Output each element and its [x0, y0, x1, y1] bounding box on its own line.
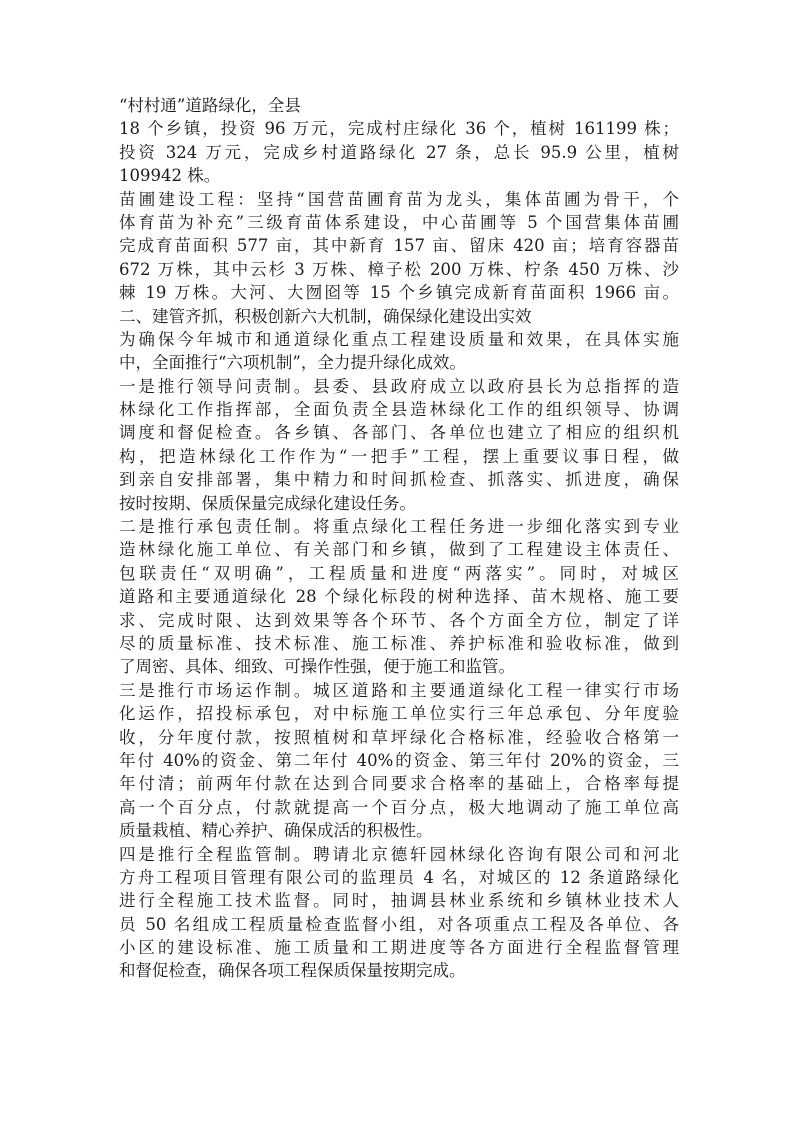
text-line: 进行全程施工技术监督。同时，抽调县林业系统和乡镇林业技术人	[119, 891, 679, 911]
text-line: 三是推行市场运作制。城区道路和主要通道绿化工程一律实行市场	[119, 680, 679, 700]
text-line: 高一个百分点，付款就提高一个百分点，极大地调动了施工单位高	[119, 797, 679, 817]
text-line: 到亲自安排部署，集中精力和时间抓检查、抓落实、抓进度，确保	[119, 470, 679, 490]
text-line: 方舟工程项目管理有限公司的监理员 4 名，对城区的 12 条道路绿化	[119, 867, 679, 887]
section-heading: 二、建管齐抓，积极创新六大机制，确保绿化建设出实效	[119, 306, 532, 326]
text-line: 和督促检查，确保各项工程保质保量按期完成。	[119, 961, 466, 981]
text-line: 造林绿化施工单位、有关部门和乡镇，做到了工程建设主体责任、	[119, 540, 679, 560]
text-line: 尽的质量标准、技术标准、施工标准、养护标准和验收标准，做到	[119, 633, 679, 653]
text-line: 化运作，招投标承包，对中标施工单位实行三年总承包、分年度验	[119, 704, 679, 724]
document-body	[119, 94, 679, 983]
text-line: 小区的建设标准、施工质量和工期进度等各方面进行全程监督管理	[119, 938, 679, 958]
text-line: 年付 40%的资金、第二年付 40%的资金、第三年付 20%的资金，三	[119, 750, 679, 770]
text-line: 中，全面推行“六项机制”，全力提升绿化成效。	[119, 353, 466, 373]
text-line: 员 50 名组成工程质量检查监督小组，对各项重点工程及各单位、各	[119, 914, 679, 934]
text-line: 道路和主要通道绿化 28 个绿化标段的树种选择、苗木规格、施工要	[119, 587, 679, 607]
text-line: 一是推行领导问责制。县委、县政府成立以政府县长为总指挥的造	[119, 376, 679, 396]
text-line: 二是推行承包责任制。将重点绿化工程任务进一步细化落实到专业	[119, 517, 679, 537]
text-line: 求、完成时限、达到效果等各个环节、各个方面全方位，制定了详	[119, 610, 679, 630]
text-line: 调度和督促检查。各乡镇、各部门、各单位也建立了相应的组织机	[119, 423, 679, 443]
text-line: 四是推行全程监管制。聘请北京德轩园林绿化咨询有限公司和河北	[119, 844, 679, 864]
text-line: 质量栽植、精心养护、确保成活的积极性。	[119, 821, 433, 841]
text-line: “村村通”道路绿化，全县	[119, 96, 301, 115]
text-line: 为确保今年城市和通道绿化重点工程建设质量和效果，在具体实施	[119, 329, 679, 349]
text-line: 年付清；前两年付款在达到合同要求合格率的基础上，合格率每提	[119, 774, 679, 794]
text-line: 林绿化工作指挥部，全面负责全县造林绿化工作的组织领导、协调	[119, 400, 679, 420]
text-line: 672 万株，其中云杉 3 万株、樟子松 200 万株、柠条 450 万株、沙	[119, 259, 679, 279]
text-line: 了周密、具体、细致、可操作性强，便于施工和监管。	[119, 657, 515, 677]
text-line: 18 个乡镇，投资 96 万元，完成村庄绿化 36 个，植树 161199 株；	[119, 119, 679, 139]
text-line: 109942 株。	[119, 166, 221, 186]
text-line: 包联责任“双明确”，工程质量和进度“两落实”。同时，对城区	[119, 563, 679, 583]
text-line: 完成育苗面积 577 亩，其中新育 157 亩、留床 420 亩；培育容器苗	[119, 236, 679, 256]
text-line: 苗圃建设工程：坚持“国营苗圃育苗为龙头，集体苗圃为骨干，个	[119, 189, 679, 209]
text-line: 按时按期、保质保量完成绿化建设任务。	[119, 493, 416, 513]
text-line: 构，把造林绿化工作作为“一把手”工程，摆上重要议事日程，做	[119, 446, 679, 466]
text-line: 体育苗为补充”三级育苗体系建设，中心苗圃等 5 个国营集体苗圃	[119, 212, 679, 232]
text-line: 投资 324 万元，完成乡村道路绿化 27 条，总长 95.9 公里，植树	[119, 142, 679, 162]
text-line: 收，分年度付款，按照植树和草坪绿化合格标准，经验收合格第一	[119, 727, 679, 747]
text-line: 棘 19 万株。大河、大囫囵等 15 个乡镇完成新育苗面积 1966 亩。	[119, 283, 679, 303]
